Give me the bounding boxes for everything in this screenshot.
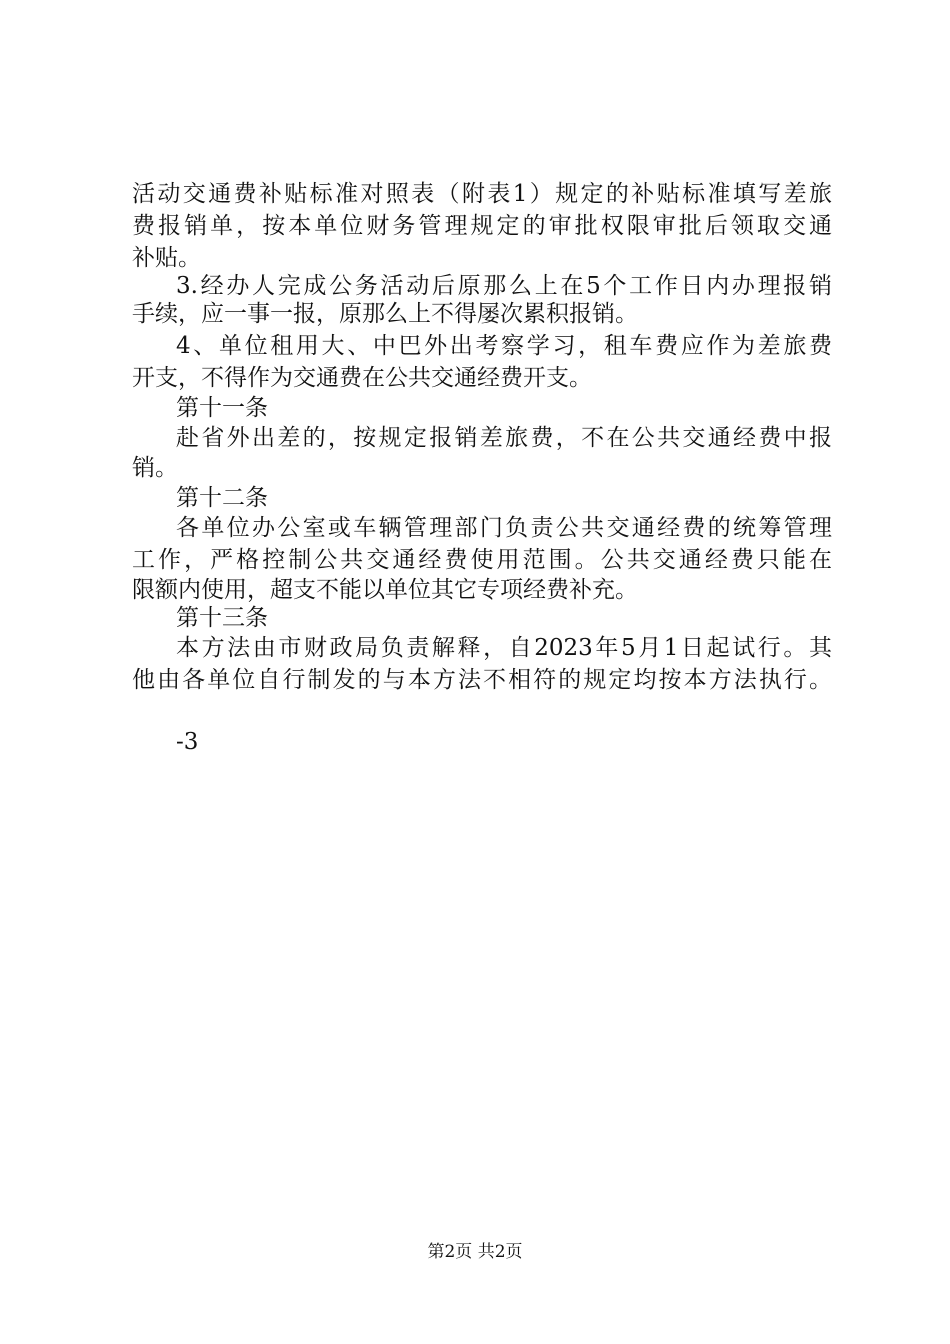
body-line-7: 开支，不得作为交通费在公共交通经费开支。 [132, 365, 592, 391]
body-line-5: 手续，应一事一报，原那么上不得屡次累积报销。 [132, 301, 638, 327]
page-mark: -3 [176, 729, 199, 755]
body-line-13: 工作，严格控制公共交通经费使用范围。公共交通经费只能在 [132, 547, 832, 573]
body-line-9: 赴省外出差的，按规定报销差旅费，不在公共交通经费中报 [176, 425, 832, 451]
body-line-4: 3.经办人完成公务活动后原那么上在5个工作日内办理报销 [176, 273, 832, 299]
body-line-2: 费报销单，按本单位财务管理规定的审批权限审批后领取交通 [132, 213, 832, 239]
body-line-17: 他由各单位自行制发的与本方法不相符的规定均按本方法执行。 [132, 667, 832, 693]
body-line-10: 销。 [132, 455, 178, 481]
body-line-14: 限额内使用，超支不能以单位其它专项经费补充。 [132, 577, 638, 603]
page-footer: 第2页 共2页 [427, 1242, 523, 1262]
article-heading-12: 第十二条 [176, 485, 268, 511]
article-heading-13: 第十三条 [176, 605, 268, 631]
body-line-16: 本方法由市财政局负责解释，自2023年5月1日起试行。其 [176, 635, 832, 661]
body-line-6: 4、单位租用大、中巴外出考察学习，租车费应作为差旅费 [176, 333, 832, 359]
body-line-1: 活动交通费补贴标准对照表（附表1）规定的补贴标准填写差旅 [132, 181, 832, 207]
body-line-3: 补贴。 [132, 245, 201, 271]
article-heading-11: 第十一条 [176, 395, 268, 421]
body-line-12: 各单位办公室或车辆管理部门负责公共交通经费的统筹管理 [176, 515, 832, 541]
